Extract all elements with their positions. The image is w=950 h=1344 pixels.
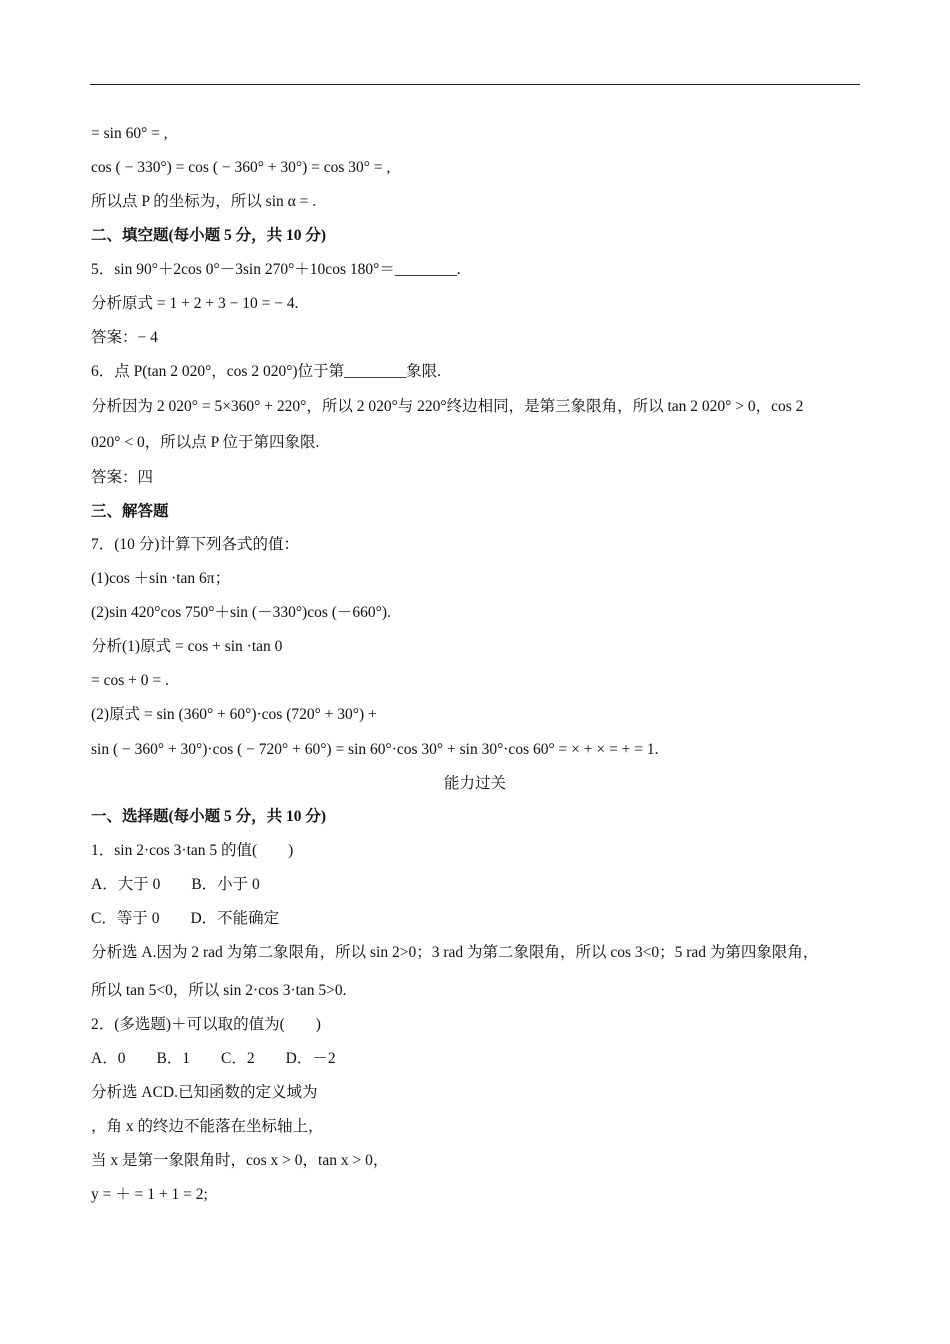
question-line: 2．(多选题)＋可以取的值为( )	[91, 1016, 321, 1033]
answer-line: 答案：− 4	[91, 329, 158, 346]
analysis-line: 分析原式 = 1 + 2 + 3 − 10 = − 4.	[91, 295, 299, 312]
text-line: cos ( − 330°) = cos ( − 360° + 30°) = cos 30° = ,	[91, 159, 391, 176]
option-line: C．等于 0 D．不能确定	[91, 910, 280, 927]
analysis-line: 分析选 ACD.已知函数的定义域为	[91, 1084, 318, 1101]
text-line: sin ( − 360° + 30°)·cos ( − 720° + 60°) = sin 60°·cos 30° + sin 30°·cos 60° = × + × = + = 1.	[91, 741, 659, 758]
text-line: (2)原式 = sin (360° + 60°)·cos (720° + 30°) +	[91, 706, 377, 723]
answer-line: 答案：四	[91, 469, 154, 486]
section-heading: 三、解答题	[91, 503, 169, 520]
header-rule	[90, 84, 860, 85]
question-line: 7．(10 分)计算下列各式的值：	[91, 536, 299, 553]
question-line: 5．sin 90°＋2cos 0°－3sin 270°＋10cos 180°＝________.	[91, 261, 461, 278]
question-line: 1．sin 2·cos 3·tan 5 的值( )	[91, 842, 294, 859]
text-line: 所以点 P 的坐标为，所以 sin α = .	[91, 193, 317, 210]
analysis-line: 分析选 A.因为 2 rad 为第二象限角，所以 sin 2>0；3 rad 为第二象限角，所以 cos 3<0；5 rad 为第四象限角，	[91, 944, 819, 961]
option-line: A．0 B．1 C．2 D．－2	[91, 1050, 336, 1067]
section-heading: 二、填空题(每小题 5 分，共 10 分)	[91, 227, 327, 244]
text-line: = sin 60° = ,	[91, 125, 168, 142]
text-line: = cos + 0 = .	[91, 672, 169, 689]
section-title: 能力过关	[443, 775, 506, 792]
question-line: 6．点 P(tan 2 020°，cos 2 020°)位于第________象限.	[91, 363, 441, 380]
analysis-line: 分析(1)原式 = cos + sin ·tan 0	[91, 638, 283, 655]
text-line: 当 x 是第一象限角时，cos x > 0，tan x > 0，	[91, 1152, 389, 1169]
section-heading: 一、选择题(每小题 5 分，共 10 分)	[91, 808, 327, 825]
analysis-line: 020° < 0，所以点 P 位于第四象限.	[91, 434, 320, 451]
option-line: A．大于 0 B．小于 0	[91, 876, 260, 893]
text-line: (1)cos ＋sin ·tan 6π；	[91, 570, 231, 587]
analysis-line: 所以 tan 5<0，所以 sin 2·cos 3·tan 5>0.	[91, 982, 347, 999]
text-line: (2)sin 420°cos 750°＋sin (－330°)cos (－660°).	[91, 604, 391, 621]
text-line: ，角 x 的终边不能落在坐标轴上，	[91, 1118, 324, 1135]
text-line: y = ＋ = 1 + 1 = 2;	[91, 1186, 208, 1203]
analysis-line: 分析因为 2 020° = 5×360° + 220°，所以 2 020°与 220°终边相同，是第三象限角，所以 tan 2 020° > 0，cos 2	[91, 398, 804, 415]
